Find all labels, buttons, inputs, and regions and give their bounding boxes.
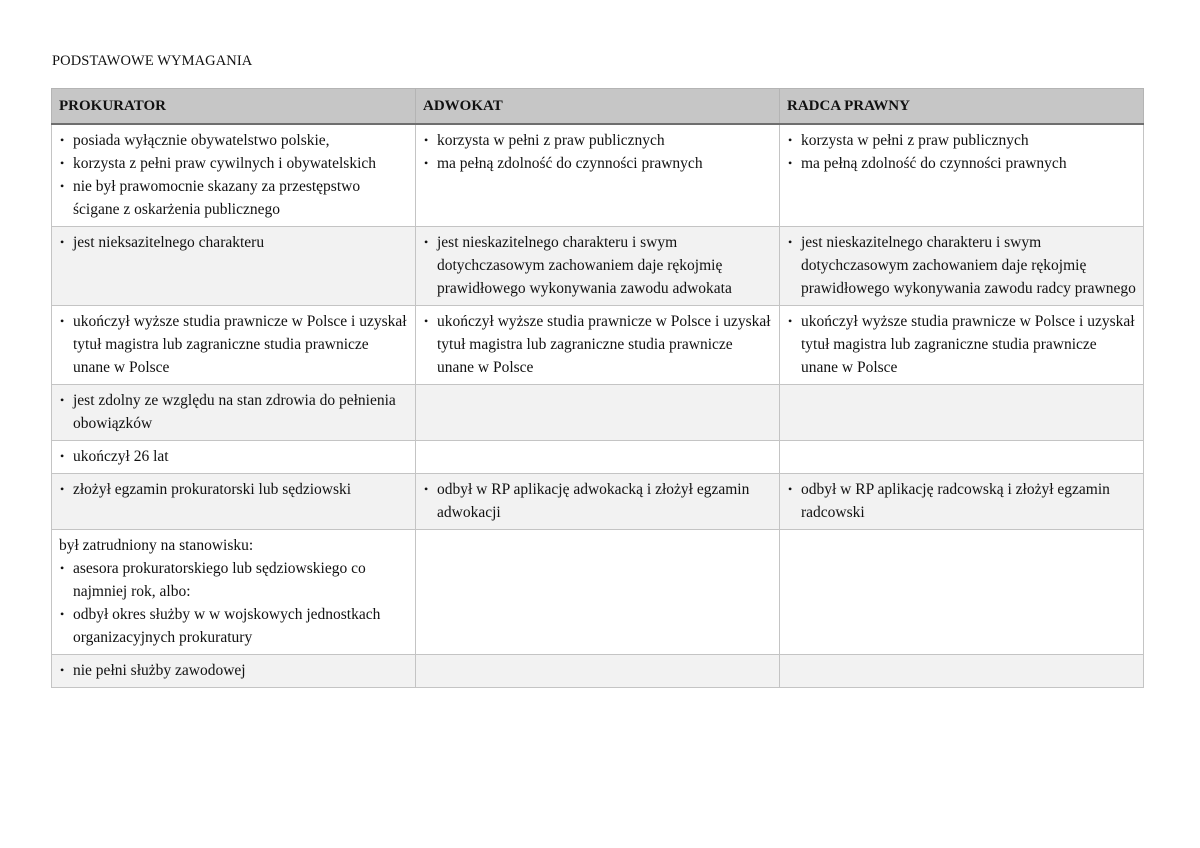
cell-adwokat (416, 385, 780, 441)
cell-prokurator (52, 306, 416, 385)
list-item: • odbył okres służby w w wojskowych jednostkach organizacyjnych prokuratury (59, 603, 408, 649)
list-item: • jest nieskazitelnego charakteru i swym dotychczasowym zachowaniem daje rękojmię prawidłowego wykonywania zawodu radcy prawnego (787, 231, 1136, 300)
cell-radca (780, 655, 1144, 688)
list-item: • odbył w RP aplikację adwokacką i złożył egzamin adwokacji (423, 478, 772, 524)
header-adwokat: ADWOKAT (416, 89, 780, 125)
list-item: • ukończył wyższe studia prawnicze w Polsce i uzyskał tytuł magistra lub zagraniczne studia prawnicze unane w Polsce (59, 310, 408, 379)
list-item: • ma pełną zdolność do czynności prawnych (423, 152, 772, 175)
header-prokurator: PROKURATOR (52, 89, 416, 125)
cell-radca (780, 441, 1144, 474)
requirements-table (51, 88, 1144, 688)
table-row (52, 530, 1144, 655)
cell-radca (780, 227, 1144, 306)
table-row (52, 474, 1144, 530)
header-radca-prawny: RADCA PRAWNY (780, 89, 1144, 125)
cell-prokurator (52, 530, 416, 655)
table-row (52, 385, 1144, 441)
cell-prokurator (52, 124, 416, 227)
list-item: • odbył w RP aplikację radcowską i złożył egzamin radcowski (787, 478, 1136, 524)
table-row (52, 441, 1144, 474)
list-item: • jest nieskazitelnego charakteru i swym dotychczasowym zachowaniem daje rękojmię prawidłowego wykonywania zawodu adwokata (423, 231, 772, 300)
cell-prokurator (52, 227, 416, 306)
cell-radca (780, 306, 1144, 385)
list-item: • korzysta w pełni z praw publicznych (423, 129, 772, 152)
cell-prokurator (52, 385, 416, 441)
cell-adwokat (416, 655, 780, 688)
list-item: • nie pełni służby zawodowej (59, 659, 408, 682)
cell-radca (780, 124, 1144, 227)
list-item: • nie był prawomocnie skazany za przestępstwo ścigane z oskarżenia publicznego (59, 175, 408, 221)
list-item: • ukończył wyższe studia prawnicze w Polsce i uzyskał tytuł magistra lub zagraniczne studia prawnicze unane w Polsce (423, 310, 772, 379)
cell-radca (780, 385, 1144, 441)
cell-adwokat (416, 474, 780, 530)
cell-radca (780, 530, 1144, 655)
cell-adwokat (416, 441, 780, 474)
cell-adwokat (416, 227, 780, 306)
list-item: • ukończył wyższe studia prawnicze w Polsce i uzyskał tytuł magistra lub zagraniczne studia prawnicze unane w Polsce (787, 310, 1136, 379)
list-item: • złożył egzamin prokuratorski lub sędziowski (59, 478, 408, 501)
table-header-row (52, 89, 1144, 125)
list-item: • korzysta w pełni z praw publicznych (787, 129, 1136, 152)
document-title: PODSTAWOWE WYMAGANIA (52, 53, 253, 69)
list-item: • jest nieksazitelnego charakteru (59, 231, 408, 254)
list-item: • posiada wyłącznie obywatelstwo polskie, (59, 129, 408, 152)
list-item: • asesora prokuratorskiego lub sędziowskiego co najmniej rok, albo: (59, 557, 408, 603)
cell-adwokat (416, 530, 780, 655)
cell-prokurator (52, 441, 416, 474)
list-item: • jest zdolny ze względu na stan zdrowia do pełnienia obowiązków (59, 389, 408, 435)
table-row (52, 124, 1144, 227)
list-item: • ma pełną zdolność do czynności prawnych (787, 152, 1136, 175)
list-item: • ukończył 26 lat (59, 445, 408, 468)
table-row (52, 306, 1144, 385)
cell-radca (780, 474, 1144, 530)
table-row (52, 655, 1144, 688)
cell-prokurator (52, 474, 416, 530)
cell-lead-text: był zatrudniony na stanowisku: (59, 537, 254, 554)
cell-adwokat (416, 306, 780, 385)
cell-adwokat (416, 124, 780, 227)
cell-prokurator (52, 655, 416, 688)
list-item: • korzysta z pełni praw cywilnych i obywatelskich (59, 152, 408, 175)
table-row (52, 227, 1144, 306)
